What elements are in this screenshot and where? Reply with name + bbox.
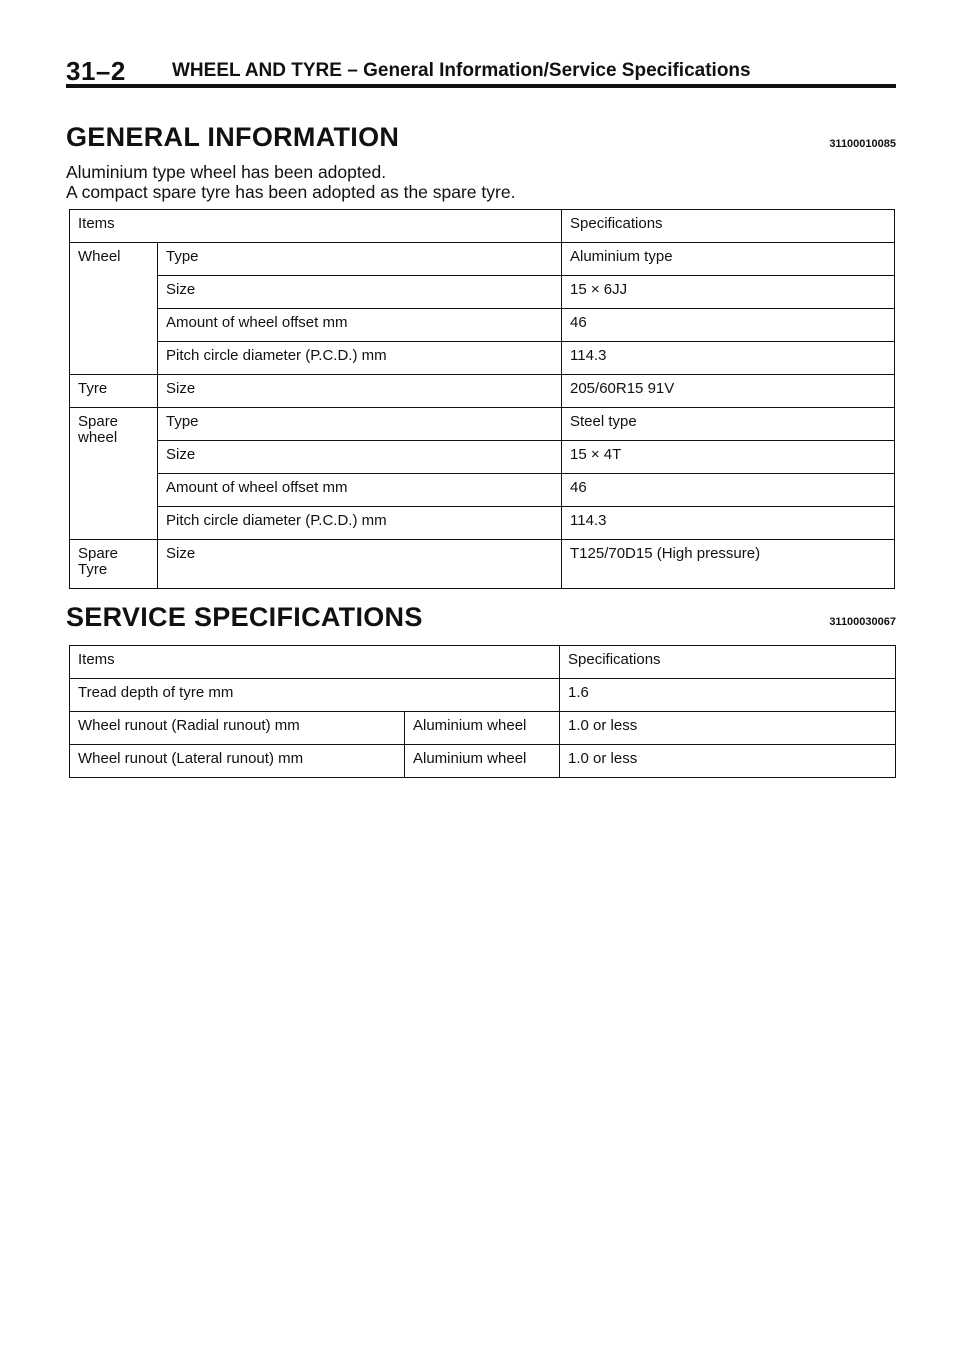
- row-spec: T125/70D15 (High pressure): [562, 540, 895, 589]
- row-item: Amount of wheel offset mm: [158, 309, 562, 342]
- general-information-table: [69, 209, 895, 589]
- general-information-intro: [66, 162, 515, 202]
- row-spec: 1.6: [560, 679, 896, 712]
- table-row: [70, 309, 895, 342]
- row-spec: 15 × 4T: [562, 441, 895, 474]
- row-spec: 1.0 or less: [560, 712, 896, 745]
- row-spec: Aluminium type: [562, 243, 895, 276]
- row-spec: 114.3: [562, 507, 895, 540]
- table-row: [70, 745, 896, 778]
- row-item: Size: [158, 441, 562, 474]
- row-spec: 114.3: [562, 342, 895, 375]
- table-header-row: [70, 646, 896, 679]
- header-rule: [66, 84, 896, 88]
- row-item: Size: [158, 375, 562, 408]
- header-subtitle: General Information/Service Specifications: [363, 60, 751, 81]
- row-spec: 205/60R15 91V: [562, 375, 895, 408]
- table-row: [70, 712, 896, 745]
- header-items: Items: [70, 210, 562, 243]
- header-title: [172, 60, 751, 82]
- table-row: [70, 679, 896, 712]
- table-row: [70, 540, 895, 589]
- row-item: Tread depth of tyre mm: [70, 679, 560, 712]
- table-header-row: [70, 210, 895, 243]
- group-name-spare-wheel: Spare wheel: [70, 408, 158, 540]
- header-specifications: Specifications: [562, 210, 895, 243]
- row-spec: 46: [562, 474, 895, 507]
- row-item: Amount of wheel offset mm: [158, 474, 562, 507]
- row-item: Size: [158, 276, 562, 309]
- intro-line: Aluminium type wheel has been adopted.: [66, 162, 387, 182]
- group-name-tyre: Tyre: [70, 375, 158, 408]
- table-row: [70, 408, 895, 441]
- group-name-spare-tyre: Spare Tyre: [70, 540, 158, 589]
- header-specifications: Specifications: [560, 646, 896, 679]
- row-condition: Aluminium wheel: [405, 712, 560, 745]
- general-information-code: 31100010085: [829, 138, 896, 150]
- row-spec: 46: [562, 309, 895, 342]
- service-specifications-code: 31100030067: [829, 616, 896, 628]
- row-item: Type: [158, 243, 562, 276]
- page-number: 31–2: [66, 56, 126, 86]
- service-specifications-title: SERVICE SPECIFICATIONS: [66, 602, 423, 632]
- group-name-wheel: Wheel: [70, 243, 158, 375]
- row-item: Type: [158, 408, 562, 441]
- table-row: [70, 507, 895, 540]
- row-condition: Aluminium wheel: [405, 745, 560, 778]
- table-row: [70, 276, 895, 309]
- row-spec: 15 × 6JJ: [562, 276, 895, 309]
- row-item: Pitch circle diameter (P.C.D.) mm: [158, 342, 562, 375]
- table-row: [70, 375, 895, 408]
- row-item: Wheel runout (Lateral runout) mm: [70, 745, 405, 778]
- table-row: [70, 441, 895, 474]
- intro-line: A compact spare tyre has been adopted as the spare tyre.: [66, 182, 516, 202]
- page-header: [66, 56, 896, 86]
- header-title-main: WHEEL AND TYRE –: [172, 60, 358, 81]
- row-spec: Steel type: [562, 408, 895, 441]
- table-row: [70, 474, 895, 507]
- header-items: Items: [70, 646, 560, 679]
- row-item: Pitch circle diameter (P.C.D.) mm: [158, 507, 562, 540]
- table-row: [70, 342, 895, 375]
- table-row: [70, 243, 895, 276]
- service-specifications-table: [69, 645, 896, 778]
- row-item: Wheel runout (Radial runout) mm: [70, 712, 405, 745]
- row-spec: 1.0 or less: [560, 745, 896, 778]
- general-information-title: GENERAL INFORMATION: [66, 122, 400, 152]
- row-item: Size: [158, 540, 562, 589]
